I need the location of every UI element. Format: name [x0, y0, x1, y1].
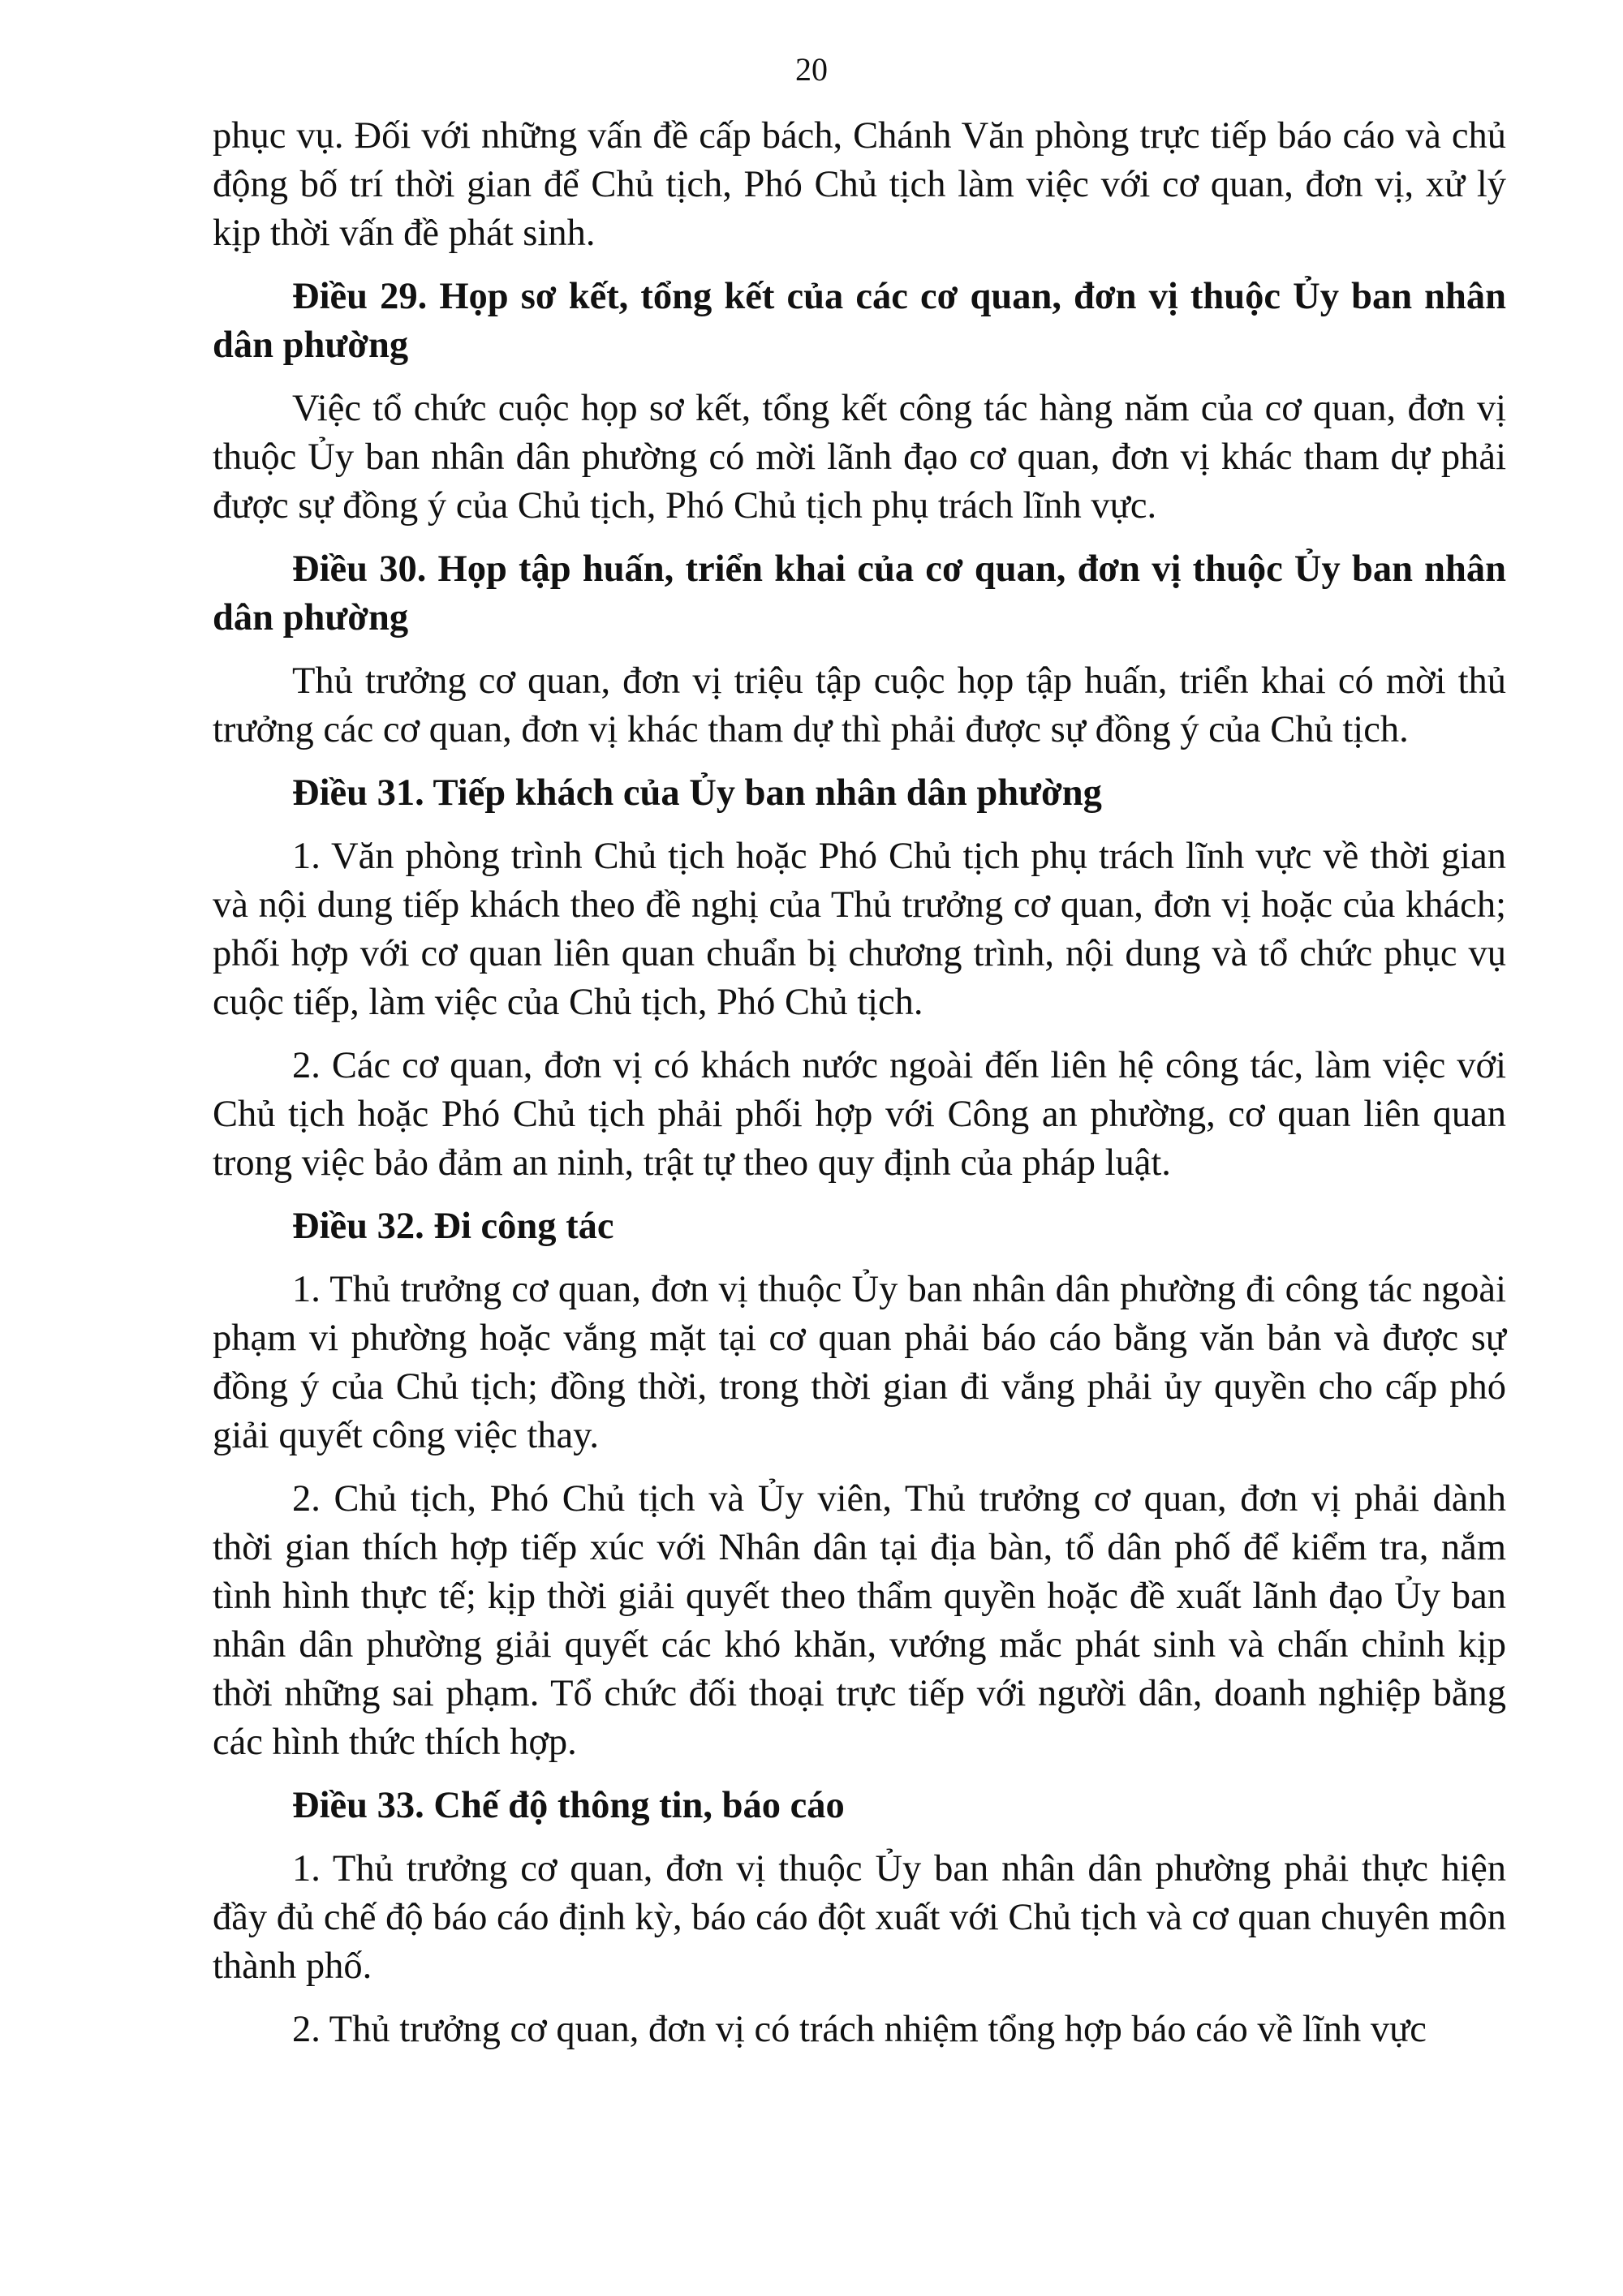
paragraph-dieu-32-clause-1: 1. Thủ trưởng cơ quan, đơn vị thuộc Ủy ban nhân dân phường đi công tác ngoài phạm vi phường hoặc vắng mặt tại cơ quan phải báo cáo bằng văn bản và được sự đồng ý của Chủ tịch; đồng thời, trong thời gian đi vắng phải ủy quyền cho cấp phó giải quyết công việc thay.	[213, 1269, 1506, 1456]
paragraph-dieu-31-clause-2: 2. Các cơ quan, đơn vị có khách nước ngoài đến liên hệ công tác, làm việc với Chủ tịch hoặc Phó Chủ tịch phải phối hợp với Công an phường, cơ quan liên quan trong việc bảo đảm an ninh, trật tự theo quy định của pháp luật.	[213, 1045, 1506, 1184]
paragraph-dieu-29: Việc tổ chức cuộc họp sơ kết, tổng kết công tác hàng năm của cơ quan, đơn vị thuộc Ủy ban nhân dân phường có mời lãnh đạo cơ quan, đơn vị khác tham dự phải được sự đồng ý của Chủ tịch, Phó Chủ tịch phụ trách lĩnh vực.	[213, 388, 1506, 527]
heading-dieu-29: Điều 29. Họp sơ kết, tổng kết của các cơ quan, đơn vị thuộc Ủy ban nhân dân phường	[213, 276, 1506, 366]
paragraph-dieu-33-clause-1: 1. Thủ trưởng cơ quan, đơn vị thuộc Ủy ban nhân dân phường phải thực hiện đầy đủ chế độ báo cáo định kỳ, báo cáo đột xuất với Chủ tịch và cơ quan chuyên môn thành phố.	[213, 1848, 1506, 1987]
paragraph-dieu-30: Thủ trưởng cơ quan, đơn vị triệu tập cuộc họp tập huấn, triển khai có mời thủ trưởng các cơ quan, đơn vị khác tham dự thì phải được sự đồng ý của Chủ tịch.	[213, 660, 1506, 750]
heading-dieu-33: Điều 33. Chế độ thông tin, báo cáo	[292, 1785, 845, 1826]
heading-dieu-32: Điều 32. Đi công tác	[292, 1206, 614, 1247]
heading-dieu-30: Điều 30. Họp tập huấn, triển khai của cơ quan, đơn vị thuộc Ủy ban nhân dân phường	[213, 548, 1506, 638]
paragraph-dieu-32-clause-2: 2. Chủ tịch, Phó Chủ tịch và Ủy viên, Thủ trưởng cơ quan, đơn vị phải dành thời gian thích hợp tiếp xúc với Nhân dân tại địa bàn, tổ dân phố để kiểm tra, nắm tình hình thực tế; kịp thời giải quyết theo thẩm quyền hoặc đề xuất lãnh đạo Ủy ban nhân dân phường giải quyết các khó khăn, vướng mắc phát sinh và chấn chỉnh kịp thời những sai phạm. Tổ chức đối thoại trực tiếp với người dân, doanh nghiệp bằng các hình thức thích hợp.	[213, 1478, 1506, 1763]
document-body	[213, 112, 1506, 2069]
paragraph-continuation: phục vụ. Đối với những vấn đề cấp bách, Chánh Văn phòng trực tiếp báo cáo và chủ động bố trí thời gian để Chủ tịch, Phó Chủ tịch làm việc với cơ quan, đơn vị, xử lý kịp thời vấn đề phát sinh.	[213, 115, 1506, 254]
page-number: 20	[795, 51, 828, 88]
paragraph-dieu-33-clause-2: 2. Thủ trưởng cơ quan, đơn vị có trách nhiệm tổng hợp báo cáo về lĩnh vực	[292, 2009, 1427, 2050]
paragraph-dieu-31-clause-1: 1. Văn phòng trình Chủ tịch hoặc Phó Chủ tịch phụ trách lĩnh vực về thời gian và nội dung tiếp khách theo đề nghị của Thủ trưởng cơ quan, đơn vị hoặc của khách; phối hợp với cơ quan liên quan chuẩn bị chương trình, nội dung và tổ chức phục vụ cuộc tiếp, làm việc của Chủ tịch, Phó Chủ tịch.	[213, 836, 1506, 1023]
heading-dieu-31: Điều 31. Tiếp khách của Ủy ban nhân dân phường	[292, 772, 1102, 814]
